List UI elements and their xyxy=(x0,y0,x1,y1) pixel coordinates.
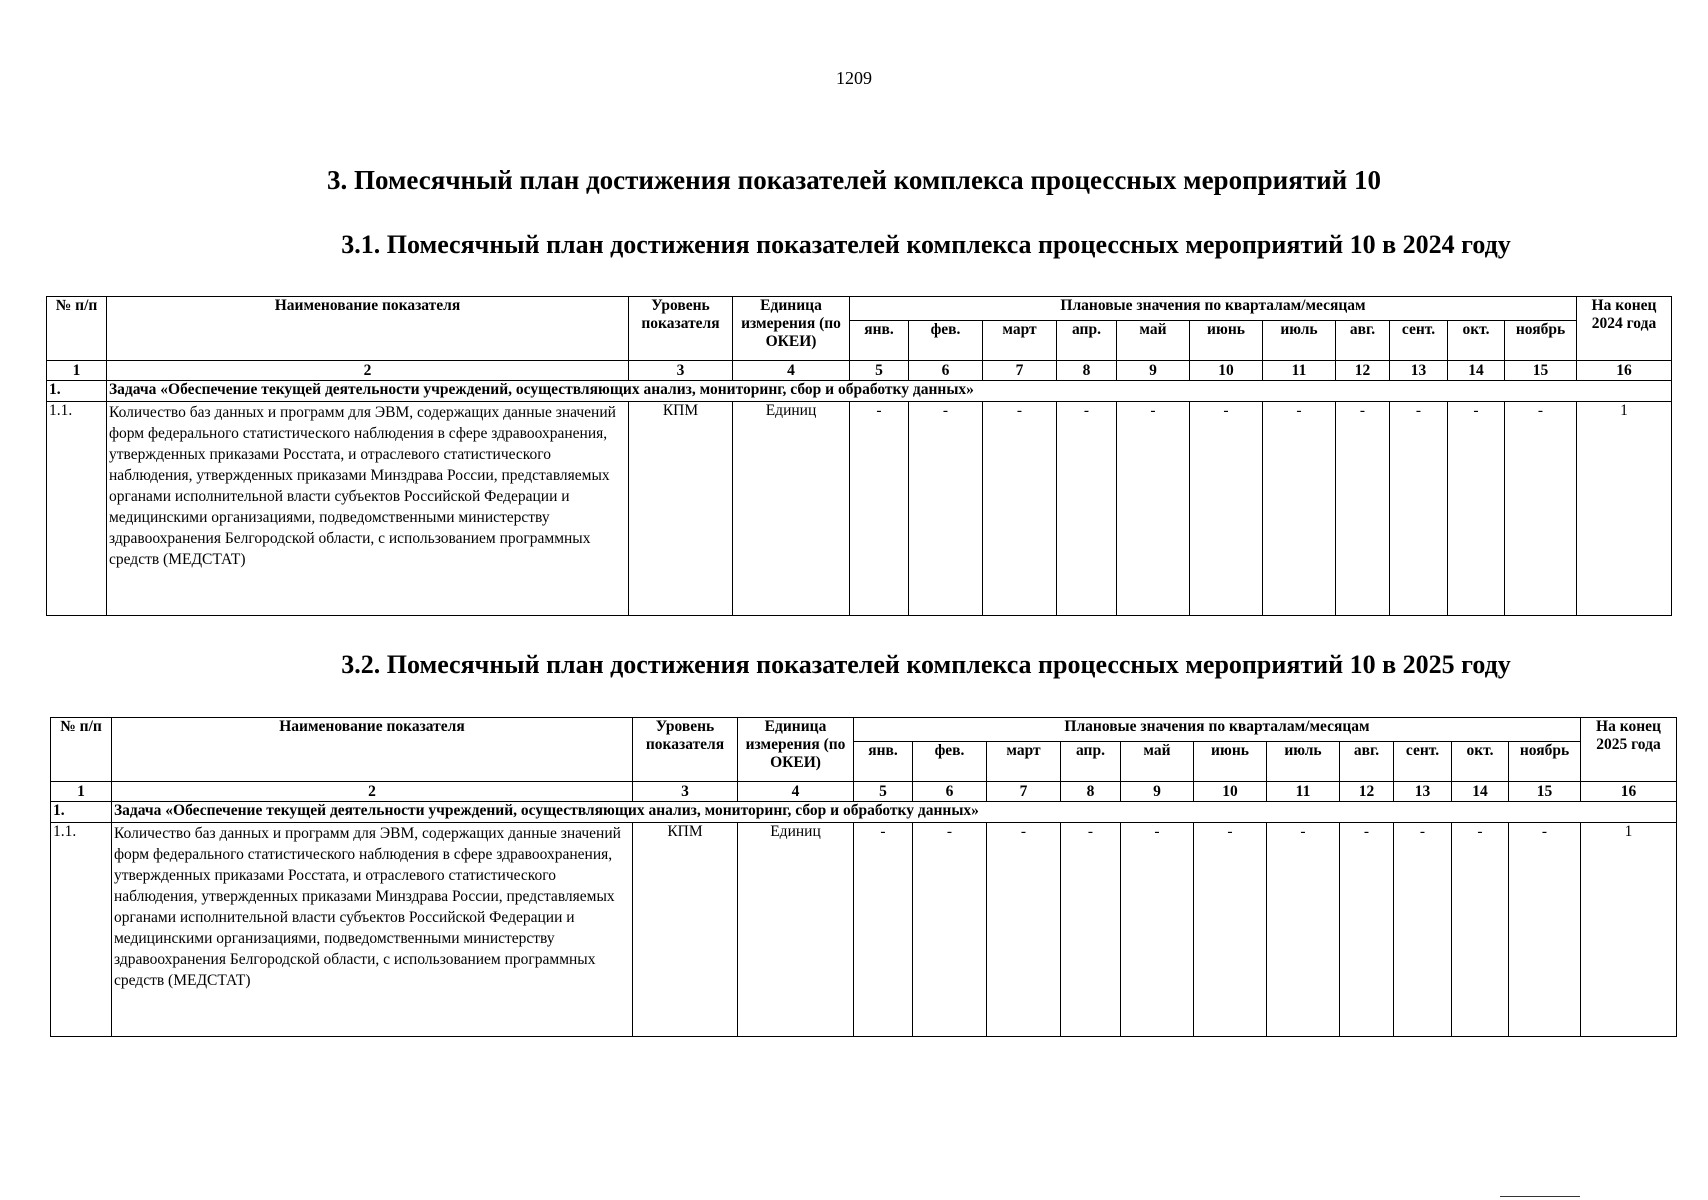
col-number: 14 xyxy=(1452,782,1509,802)
col-number: 1 xyxy=(47,361,107,381)
indicator-unit: Единиц xyxy=(733,402,850,616)
col-number: 6 xyxy=(909,361,983,381)
task-title: Задача «Обеспечение текущей деятельности учреждений, осуществляющих анализ, мониторинг, сбор и обработку данных» xyxy=(107,381,1672,402)
header-no: № п/п xyxy=(51,718,112,782)
col-number: 11 xyxy=(1267,782,1340,802)
header-month-jun: июнь xyxy=(1190,321,1263,361)
header-plan: Плановые значения по кварталам/месяцам xyxy=(854,718,1581,742)
month-value: - xyxy=(1336,402,1390,616)
month-value: - xyxy=(1061,823,1121,1037)
header-month-mar: март xyxy=(983,321,1057,361)
header-month-sep: сент. xyxy=(1390,321,1448,361)
month-value: - xyxy=(1452,823,1509,1037)
indicator-unit: Единиц xyxy=(738,823,854,1037)
month-value: - xyxy=(909,402,983,616)
header-month-nov: ноябрь xyxy=(1509,742,1581,782)
col-number: 12 xyxy=(1336,361,1390,381)
month-value: - xyxy=(1263,402,1336,616)
col-number: 9 xyxy=(1121,782,1194,802)
plan-table-2024 xyxy=(46,296,1672,616)
end-of-year-value: 1 xyxy=(1577,402,1672,616)
month-value: - xyxy=(1394,823,1452,1037)
header-month-may: май xyxy=(1121,742,1194,782)
col-number: 9 xyxy=(1117,361,1190,381)
col-number: 13 xyxy=(1390,361,1448,381)
month-value: - xyxy=(1267,823,1340,1037)
header-name: Наименование показателя xyxy=(107,297,629,361)
col-number: 3 xyxy=(633,782,738,802)
row-number: 1.1. xyxy=(47,402,107,616)
header-end-of-year: На конец 2024 года xyxy=(1577,297,1672,361)
plan-table-2025 xyxy=(50,717,1677,1037)
header-month-sep: сент. xyxy=(1394,742,1452,782)
header-month-jan: янв. xyxy=(854,742,913,782)
header-month-apr: апр. xyxy=(1057,321,1117,361)
header-plan: Плановые значения по кварталам/месяцам xyxy=(850,297,1577,321)
header-month-mar: март xyxy=(987,742,1061,782)
header-end-of-year: На конец 2025 года xyxy=(1581,718,1677,782)
col-number: 4 xyxy=(738,782,854,802)
header-unit: Единица измерения (по ОКЕИ) xyxy=(733,297,850,361)
task-number: 1. xyxy=(47,381,107,402)
col-number: 1 xyxy=(51,782,112,802)
header-month-apr: апр. xyxy=(1061,742,1121,782)
indicator-name: Количество баз данных и программ для ЭВМ, содержащих данные значений форм федерального статистического наблюдения в сфере здравоохранения, утвержденных приказами Росстата, и отраслевого статистического наблюдения, утвержденных приказами Минздрава России, представляемых органами исполнительной власти субъектов Российской Федерации и медицинскими организациями, подведомственными министерству здравоохранения Белгородской области, с использованием программных средств (МЕДСТАТ) xyxy=(112,823,633,1037)
col-number: 10 xyxy=(1194,782,1267,802)
indicator-level: КПМ xyxy=(629,402,733,616)
col-number: 6 xyxy=(913,782,987,802)
header-month-aug: авг. xyxy=(1336,321,1390,361)
col-number: 12 xyxy=(1340,782,1394,802)
header-level: Уровень показателя xyxy=(633,718,738,782)
header-month-nov: ноябрь xyxy=(1505,321,1577,361)
col-number: 16 xyxy=(1577,361,1672,381)
month-value: - xyxy=(850,402,909,616)
header-month-feb: фев. xyxy=(909,321,983,361)
month-value: - xyxy=(987,823,1061,1037)
section-title-2025: 3.2. Помесячный план достижения показателей комплекса процессных мероприятий 10 в 2025 году xyxy=(341,650,1511,679)
col-number: 13 xyxy=(1394,782,1452,802)
month-value: - xyxy=(1194,823,1267,1037)
col-number: 8 xyxy=(1057,361,1117,381)
col-number: 16 xyxy=(1581,782,1677,802)
header-month-jul: июль xyxy=(1263,321,1336,361)
month-value: - xyxy=(913,823,987,1037)
month-value: - xyxy=(1121,823,1194,1037)
col-number: 11 xyxy=(1263,361,1336,381)
header-month-jul: июль xyxy=(1267,742,1340,782)
header-month-aug: авг. xyxy=(1340,742,1394,782)
col-number: 3 xyxy=(629,361,733,381)
header-level: Уровень показателя xyxy=(629,297,733,361)
task-title: Задача «Обеспечение текущей деятельности учреждений, осуществляющих анализ, мониторинг, сбор и обработку данных» xyxy=(112,802,1677,823)
col-number: 15 xyxy=(1509,782,1581,802)
col-number: 2 xyxy=(112,782,633,802)
indicator-name: Количество баз данных и программ для ЭВМ, содержащих данные значений форм федерального статистического наблюдения в сфере здравоохранения, утвержденных приказами Росстата, и отраслевого статистического наблюдения, утвержденных приказами Минздрава России, представляемых органами исполнительной власти субъектов Российской Федерации и медицинскими организациями, подведомственными министерству здравоохранения Белгородской области, с использованием программных средств (МЕДСТАТ) xyxy=(107,402,629,616)
col-number: 7 xyxy=(983,361,1057,381)
month-value: - xyxy=(1390,402,1448,616)
header-month-feb: фев. xyxy=(913,742,987,782)
end-of-year-value: 1 xyxy=(1581,823,1677,1037)
row-number: 1.1. xyxy=(51,823,112,1037)
col-number: 10 xyxy=(1190,361,1263,381)
header-name: Наименование показателя xyxy=(112,718,633,782)
header-month-jan: янв. xyxy=(850,321,909,361)
section-title-2024: 3.1. Помесячный план достижения показателей комплекса процессных мероприятий 10 в 2024 году xyxy=(341,230,1511,259)
col-number: 8 xyxy=(1061,782,1121,802)
header-unit: Единица измерения (по ОКЕИ) xyxy=(738,718,854,782)
header-month-jun: июнь xyxy=(1194,742,1267,782)
task-number: 1. xyxy=(51,802,112,823)
month-value: - xyxy=(1057,402,1117,616)
document-heading: 3. Помесячный план достижения показателей комплекса процессных мероприятий 10 xyxy=(327,165,1381,195)
table-row xyxy=(51,823,1677,1037)
month-value: - xyxy=(1340,823,1394,1037)
month-value: - xyxy=(854,823,913,1037)
month-value: - xyxy=(1509,823,1581,1037)
header-month-oct: окт. xyxy=(1448,321,1505,361)
month-value: - xyxy=(983,402,1057,616)
col-number: 7 xyxy=(987,782,1061,802)
col-number: 5 xyxy=(850,361,909,381)
col-number: 15 xyxy=(1505,361,1577,381)
divider xyxy=(1500,1196,1580,1197)
month-value: - xyxy=(1448,402,1505,616)
col-number: 14 xyxy=(1448,361,1505,381)
header-month-oct: окт. xyxy=(1452,742,1509,782)
indicator-level: КПМ xyxy=(633,823,738,1037)
table-row xyxy=(47,402,1672,616)
header-month-may: май xyxy=(1117,321,1190,361)
month-value: - xyxy=(1505,402,1577,616)
col-number: 4 xyxy=(733,361,850,381)
col-number: 5 xyxy=(854,782,913,802)
col-number: 2 xyxy=(107,361,629,381)
month-value: - xyxy=(1117,402,1190,616)
page-number: 1209 xyxy=(836,68,872,88)
header-no: № п/п xyxy=(47,297,107,361)
month-value: - xyxy=(1190,402,1263,616)
